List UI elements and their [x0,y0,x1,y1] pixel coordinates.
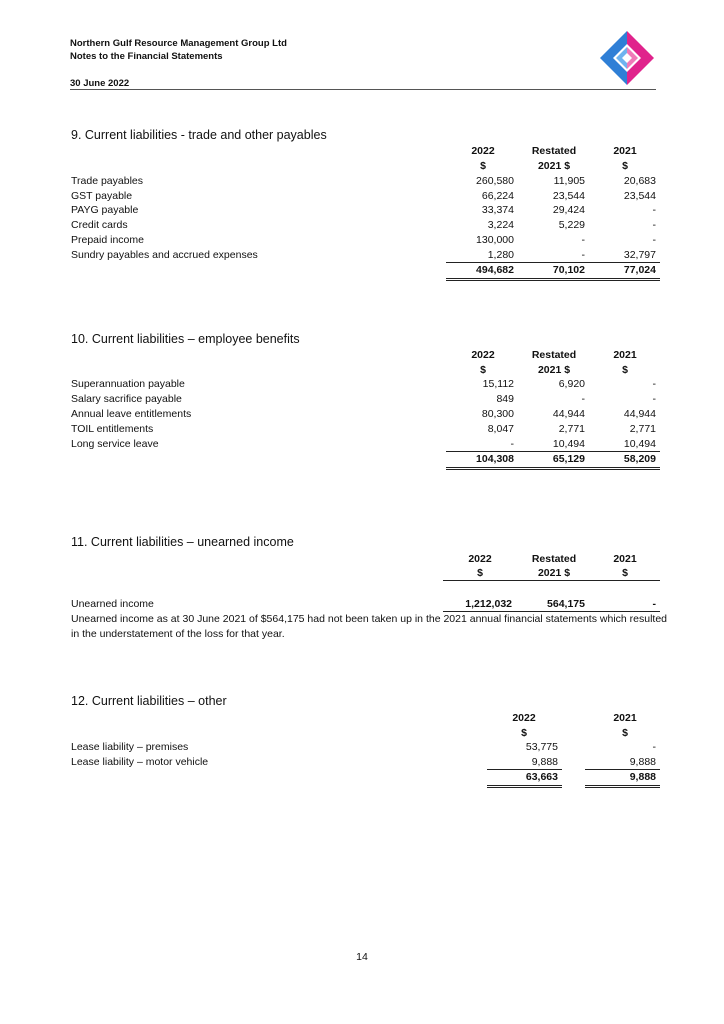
s12-row-value: 53,775 [525,741,558,753]
s9-row-value: 33,374 [481,204,514,216]
s10-col2-unit: 2021 $ [537,364,571,376]
s10-col1-year: 2022 [471,349,495,361]
s10-row-value: 6,920 [558,378,585,390]
s10-row-value: 2,771 [558,423,585,435]
s10-total-value: 65,129 [552,453,585,465]
section-12-title: 12. Current liabilities – other [71,694,227,708]
s9-row-label: Trade payables [71,175,143,187]
s11-col1-unit: $ [477,567,483,579]
s12-col2-unit: $ [622,727,628,739]
s10-row-value: 2,771 [629,423,656,435]
s11-col3-unit: $ [622,567,628,579]
s9-total-value: 77,024 [623,264,656,276]
s9-row-value: 23,544 [623,190,656,202]
s10-row-value: - [581,393,585,405]
s10-total-value: 58,209 [623,453,656,465]
s10-row-value: 8,047 [487,423,514,435]
s11-row-value: - [652,598,656,610]
s9-row-value: 5,229 [558,219,585,231]
s12-row-label: Lease liability – premises [71,741,189,753]
s10-total-value: 104,308 [476,453,514,465]
s9-row-label: GST payable [71,190,133,202]
s11-note: Unearned income as at 30 June 2021 of $564,175 had not been taken up in the 2021 annual financial statements which resulted in the understatement of the loss for that year. [71,613,668,640]
s12-total-rule-col2 [585,785,660,786]
s10-row-value: 10,494 [623,438,656,450]
s9-row-label: Sundry payables and accrued expenses [71,249,258,261]
s9-row-label: Credit cards [71,219,128,231]
s9-col1-unit: $ [480,160,486,172]
s11-header-rule [443,580,660,581]
s12-total-rule-col1 [487,785,562,786]
s10-row-label: Long service leave [71,438,159,450]
s9-row-value: - [652,204,656,216]
s12-col2-year: 2021 [613,712,637,724]
s9-row-label: Prepaid income [71,234,144,246]
s11-col1-year: 2022 [468,553,492,565]
s9-col2-unit: 2021 $ [537,160,571,172]
section-9-title: 9. Current liabilities - trade and other payables [71,128,327,142]
s11-row-label: Unearned income [71,598,154,610]
s9-col2-year: Restated [531,145,577,157]
section-11-title: 11. Current liabilities – unearned income [71,535,294,549]
s10-row-label: Salary sacrifice payable [71,393,182,405]
page-number: 14 [356,951,368,963]
s9-total-rule-double [446,280,660,281]
s9-col3-year: 2021 [613,145,637,157]
s9-total-value: 70,102 [552,264,585,276]
s9-row-label: PAYG payable [71,204,139,216]
s9-row-value: 260,580 [476,175,514,187]
org-name: Northern Gulf Resource Management Group Ltd [70,38,287,49]
s9-col1-year: 2022 [471,145,495,157]
s12-col1-year: 2022 [512,712,536,724]
s11-col2-year: Restated [531,553,577,565]
s10-row-value: - [652,378,656,390]
s10-row-value: 80,300 [481,408,514,420]
s9-total-rule [446,278,660,279]
s9-row-value: 29,424 [552,204,585,216]
s12-row-label: Lease liability – motor vehicle [71,756,209,768]
s10-row-label: Annual leave entitlements [71,408,192,420]
s9-row-value: 11,905 [553,175,585,187]
s10-row-value: 15,112 [482,378,514,390]
doc-date: 30 June 2022 [70,78,130,89]
s10-row-value: - [652,393,656,405]
s10-row-value: - [510,438,514,450]
s10-col3-year: 2021 [613,349,637,361]
s11-row-value: 564,175 [547,598,585,610]
organization-logo [598,28,656,86]
section-10-title: 10. Current liabilities – employee benefits [71,332,300,346]
s9-row-value: - [581,249,585,261]
s10-row-value: 10,494 [552,438,585,450]
s11-col2-unit: 2021 $ [537,567,571,579]
s9-row-value: - [652,219,656,231]
s9-row-value: 23,544 [552,190,585,202]
doc-subtitle: Notes to the Financial Statements [70,51,223,62]
s9-row-value: 32,797 [623,249,656,261]
s10-row-label: Superannuation payable [71,378,185,390]
s10-row-value: 849 [496,393,514,405]
s12-col1-unit: $ [521,727,527,739]
s10-col1-unit: $ [480,364,486,376]
s9-col3-unit: $ [622,160,628,172]
s9-row-value: 3,224 [487,219,514,231]
s12-total-value: 63,663 [525,771,558,783]
s10-total-rule [446,467,660,468]
s9-row-value: - [581,234,585,246]
s12-row-value: 9,888 [531,756,558,768]
s10-col2-year: Restated [531,349,577,361]
s12-total-value: 9,888 [629,771,656,783]
s9-row-value: 66,224 [481,190,514,202]
s10-total-rule-double [446,469,660,470]
s12-row-value: - [652,741,656,753]
s9-total-value: 494,682 [476,264,514,276]
s9-row-value: 130,000 [476,234,514,246]
s10-row-label: TOIL entitlements [71,423,154,435]
s12-total-rule-col1-double [487,787,562,788]
s10-col3-unit: $ [622,364,628,376]
s10-row-value: 44,944 [552,408,585,420]
header-divider [70,89,656,90]
s11-row-value: 1,212,032 [465,598,512,610]
s10-row-value: 44,944 [623,408,656,420]
s9-row-value: 20,683 [623,175,656,187]
s9-row-value: - [652,234,656,246]
s12-total-rule-col2-double [585,787,660,788]
s11-col3-year: 2021 [613,553,637,565]
s9-row-value: 1,280 [487,249,514,261]
s12-row-value: 9,888 [629,756,656,768]
